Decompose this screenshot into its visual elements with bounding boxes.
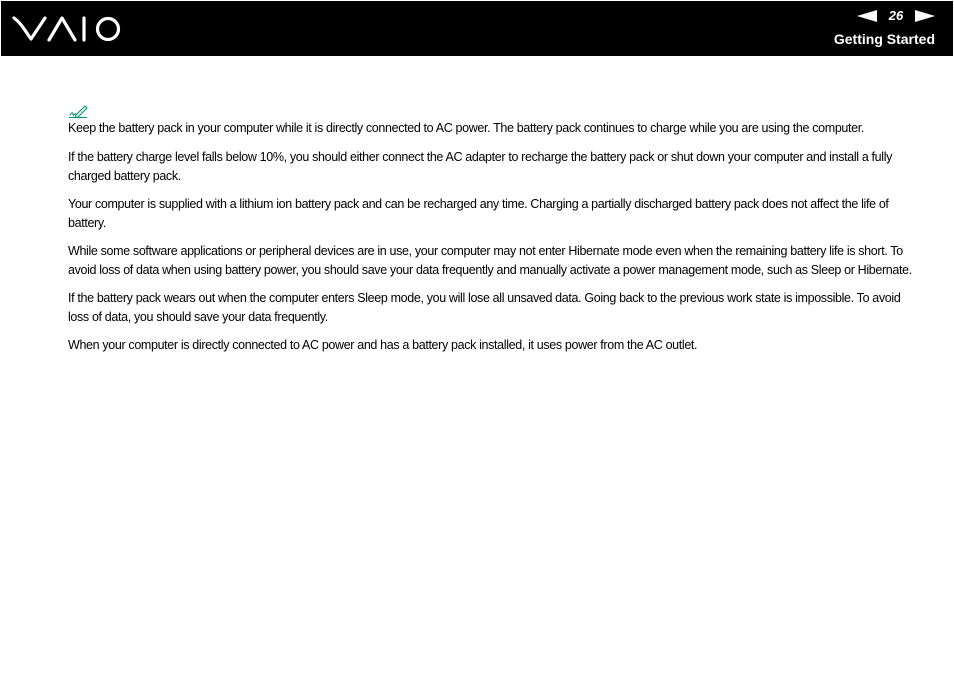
paragraph-sleep-mode: If the battery pack wears out when the computer enters Sleep mode, you will lose all unsaved data. Going back to the previous work state is impossible. To avoid loss of data, you should save your data frequently. [68,291,901,324]
previous-page-arrow-icon[interactable] [857,10,877,22]
paragraph-ac-power: When your computer is directly connected to AC power and has a battery pack installed, it uses power from the AC outlet. [68,338,698,352]
section-title: Getting Started [833,31,935,47]
page-number: 26 [888,8,904,23]
paragraph-hibernate: While some software applications or peripheral devices are in use, your computer may not enter Hibernate mode even when the remaining battery life is short. To avoid loss of data when using battery power, you should save your data frequently and manually activate a power management mode, such as Sleep or Hibernate. [68,244,912,277]
header-bar [1,1,953,56]
paragraph-low-battery: If the battery charge level falls below 10%, you should either connect the AC adapter to recharge the battery pack or shut down your computer and install a fully charged battery pack. [68,150,893,183]
vaio-logo [12,15,122,43]
next-page-arrow-icon[interactable] [915,10,935,22]
page-navigation [857,7,935,25]
paragraph-note: Keep the battery pack in your computer while it is directly connected to AC power. The battery pack continues to charge while you are using the computer. [68,121,864,135]
document-body [68,104,914,364]
paragraph-lithium-ion: Your computer is supplied with a lithium ion battery pack and can be recharged any time. Charging a partially discharged battery pack does not affect the life of battery. [68,197,889,230]
note-pencil-icon [68,104,88,118]
